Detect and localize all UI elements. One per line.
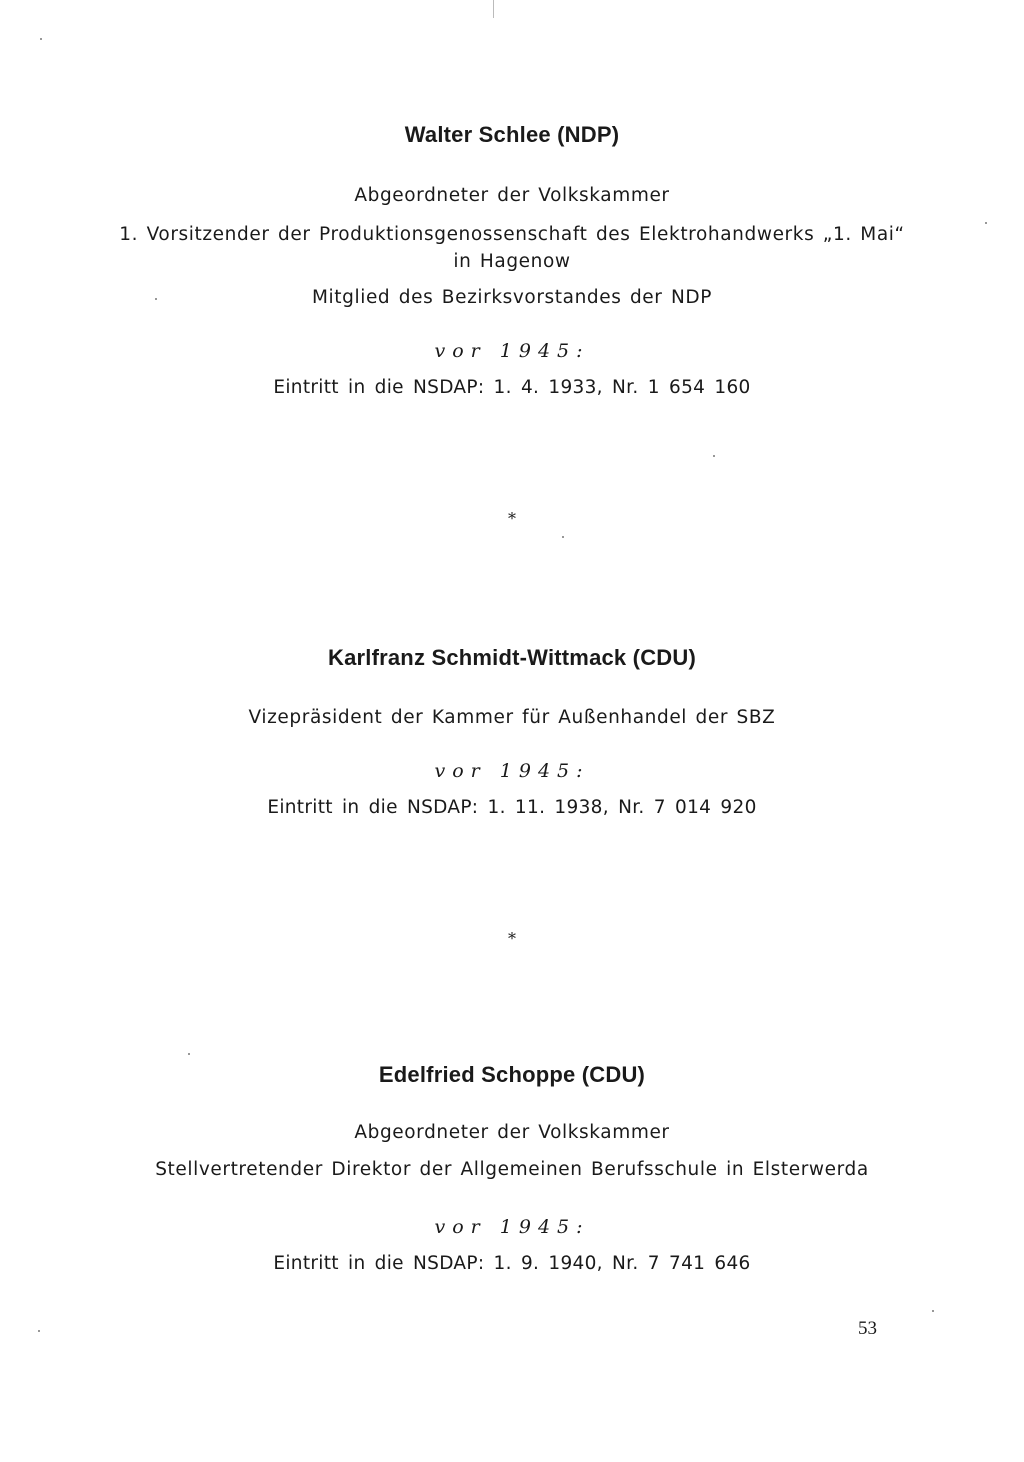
nsdap-membership: Eintritt in die NSDAP: 1. 4. 1933, Nr. 1 654 160: [273, 377, 751, 398]
scan-speck: [38, 1330, 40, 1332]
scan-speck: [932, 1310, 934, 1312]
before-1945-label: vor 1945:: [434, 760, 590, 782]
position-line: Abgeordneter der Volkskammer: [354, 185, 670, 206]
scan-fold-mark: [493, 0, 494, 18]
nsdap-membership: Eintritt in die NSDAP: 1. 11. 1938, Nr. 7 014 920: [267, 797, 757, 818]
scan-speck: [985, 222, 987, 224]
before-1945-label: vor 1945:: [434, 1216, 590, 1238]
scan-speck: [40, 38, 42, 40]
scan-speck: [188, 1053, 190, 1055]
section-separator: *: [508, 509, 516, 528]
position-line: 1. Vorsitzender der Produktionsgenossenschaft des Elektrohandwerks „1. Mai“: [119, 224, 905, 245]
nsdap-membership: Eintritt in die NSDAP: 1. 9. 1940, Nr. 7 741 646: [273, 1253, 751, 1274]
position-line: Stellvertretender Direktor der Allgemeinen Berufsschule in Elsterwerda: [155, 1159, 869, 1180]
position-line: Mitglied des Bezirksvorstandes der NDP: [311, 287, 713, 308]
person-name: Walter Schlee (NDP): [404, 122, 620, 147]
scan-speck: [155, 298, 157, 300]
page-number: 53: [858, 1318, 877, 1339]
section-separator: *: [508, 929, 516, 948]
person-name: Edelfried Schoppe (CDU): [378, 1062, 646, 1087]
before-1945-label: vor 1945:: [434, 340, 590, 362]
position-line: Vizepräsident der Kammer für Außenhandel der SBZ: [248, 707, 776, 728]
person-name: Karlfranz Schmidt-Wittmack (CDU): [327, 645, 696, 670]
scan-speck: [713, 455, 715, 457]
scan-speck: [562, 536, 564, 538]
position-line: Abgeordneter der Volkskammer: [354, 1122, 670, 1143]
position-line: in Hagenow: [453, 251, 571, 272]
